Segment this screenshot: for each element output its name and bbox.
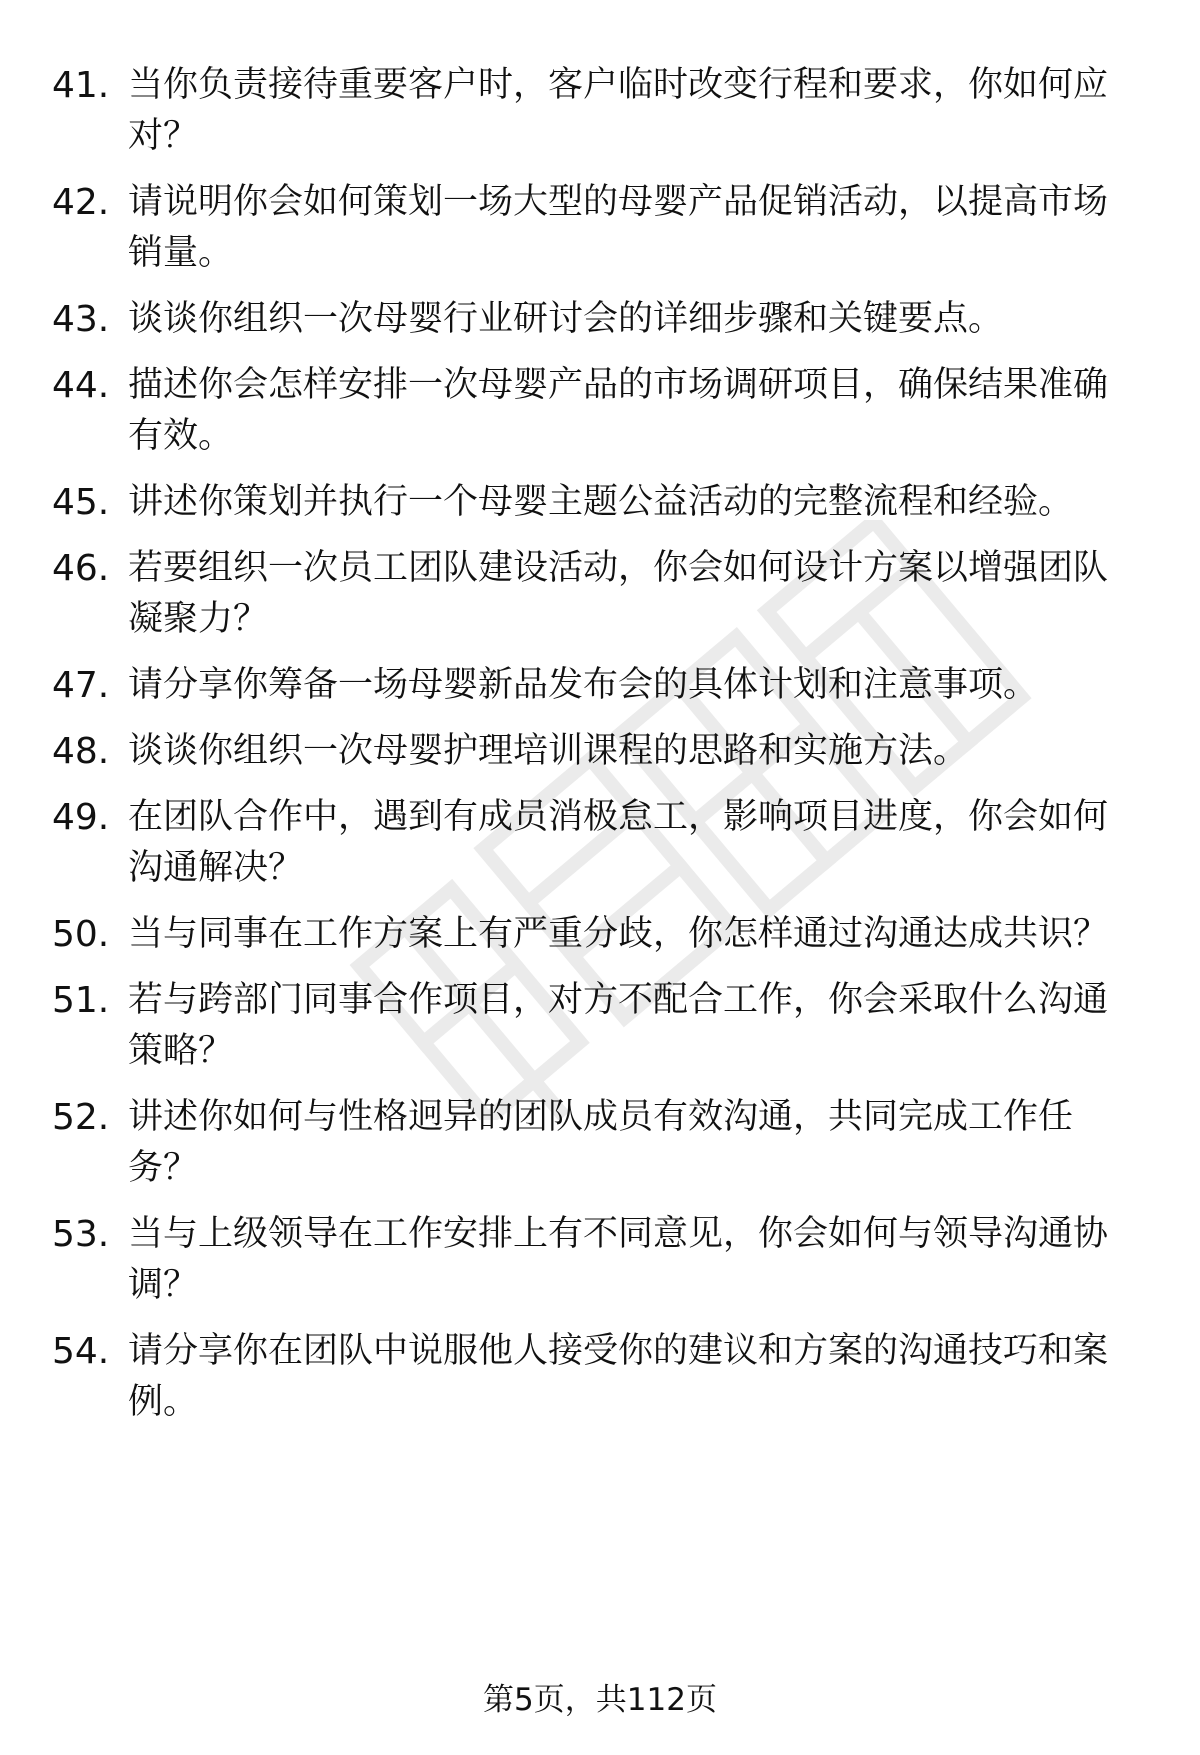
question-number: 44. bbox=[52, 365, 110, 406]
question-text: 请分享你筹备一场母婴新品发布会的具体计划和注意事项。 bbox=[128, 665, 1039, 705]
question-item bbox=[0, 726, 1200, 777]
question-number: 54. bbox=[52, 1331, 110, 1372]
question-item bbox=[0, 975, 1200, 1077]
question-item bbox=[0, 294, 1200, 345]
question-text: 讲述你如何与性格迥异的团队成员有效沟通，共同完成工作任务？ bbox=[128, 1097, 1074, 1188]
question-number: 43. bbox=[52, 299, 110, 340]
question-number: 47. bbox=[52, 665, 110, 706]
question-number: 48. bbox=[52, 731, 110, 772]
page-footer: 第5页，共112页 bbox=[483, 1682, 717, 1718]
question-text: 谈谈你组织一次母婴护理培训课程的思路和实施方法。 bbox=[128, 731, 969, 771]
question-number: 50. bbox=[52, 914, 110, 955]
question-number: 49. bbox=[52, 797, 110, 838]
question-item bbox=[0, 360, 1200, 462]
question-item bbox=[0, 543, 1200, 645]
question-text: 请说明你会如何策划一场大型的母婴产品促销活动，以提高市场销量。 bbox=[128, 182, 1109, 273]
question-item bbox=[0, 1326, 1200, 1428]
question-text: 在团队合作中，遇到有成员消极怠工，影响项目进度，你会如何沟通解决？ bbox=[128, 797, 1109, 888]
question-text: 请分享你在团队中说服他人接受你的建议和方案的沟通技巧和案例。 bbox=[128, 1331, 1109, 1422]
question-number: 41. bbox=[52, 65, 110, 106]
question-text: 若与跨部门同事合作项目，对方不配合工作，你会采取什么沟通策略？ bbox=[128, 980, 1109, 1071]
question-item bbox=[0, 177, 1200, 279]
question-number: 53. bbox=[52, 1214, 110, 1255]
question-text: 谈谈你组织一次母婴行业研讨会的详细步骤和关键要点。 bbox=[128, 299, 1004, 339]
question-text: 当你负责接待重要客户时，客户临时改变行程和要求，你如何应对？ bbox=[128, 65, 1109, 156]
question-text: 描述你会怎样安排一次母婴产品的市场调研项目，确保结果准确有效。 bbox=[128, 365, 1109, 456]
question-item bbox=[0, 792, 1200, 894]
question-item bbox=[0, 660, 1200, 711]
question-text: 若要组织一次员工团队建设活动，你会如何设计方案以增强团队凝聚力？ bbox=[128, 548, 1109, 639]
question-number: 45. bbox=[52, 482, 110, 523]
question-item bbox=[0, 60, 1200, 162]
question-number: 46. bbox=[52, 548, 110, 589]
question-number: 52. bbox=[52, 1097, 110, 1138]
question-text: 当与同事在工作方案上有严重分歧，你怎样通过沟通达成共识？ bbox=[128, 914, 1109, 954]
question-item bbox=[0, 909, 1200, 960]
question-number: 51. bbox=[52, 980, 110, 1021]
question-number: 42. bbox=[52, 182, 110, 223]
question-item bbox=[0, 477, 1200, 528]
question-item bbox=[0, 1209, 1200, 1311]
question-item bbox=[0, 1092, 1200, 1194]
question-list bbox=[0, 60, 1200, 1428]
question-text: 讲述你策划并执行一个母婴主题公益活动的完整流程和经验。 bbox=[128, 482, 1074, 522]
question-text: 当与上级领导在工作安排上有不同意见，你会如何与领导沟通协调？ bbox=[128, 1214, 1109, 1305]
